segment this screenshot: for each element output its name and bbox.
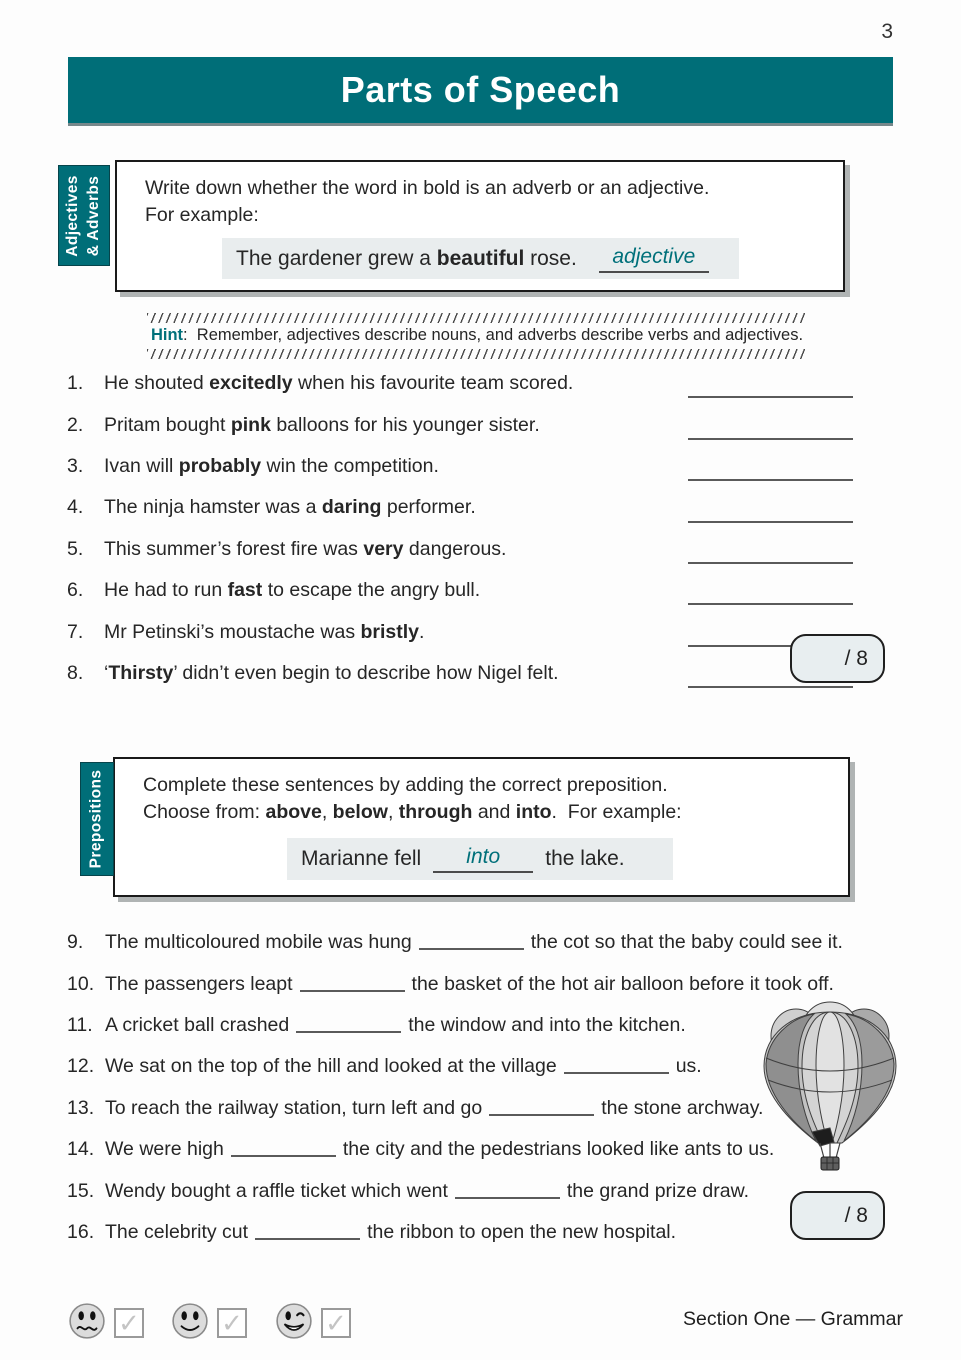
question-row (67, 487, 853, 528)
example-answer: into (433, 845, 533, 873)
adjective-adverb-question-list (67, 363, 853, 694)
example-sentence (222, 238, 739, 279)
question-text: Mr Petinski’s moustache was bristly. (104, 620, 425, 643)
question-row (67, 1212, 867, 1253)
check-icon: ✓ (221, 1307, 243, 1338)
question-text: This summer’s forest fire was very dangerous. (104, 537, 507, 560)
section-tab-label: Prepositions (87, 769, 105, 869)
question-row (67, 570, 853, 611)
score-total: / 8 (844, 1203, 868, 1227)
answer-blank[interactable] (688, 396, 853, 398)
page-number: 3 (881, 20, 893, 43)
question-number: 11. (67, 1013, 93, 1036)
answer-blank[interactable] (255, 1225, 360, 1240)
answer-blank[interactable] (688, 686, 853, 688)
self-assessment-pair (275, 1302, 351, 1340)
unsure-face-icon (68, 1302, 106, 1340)
assessment-checkbox[interactable] (321, 1308, 351, 1338)
example-answer: adjective (599, 245, 709, 273)
question-text: The passengers leapt the basket of the hot air balloon before it took off. (105, 972, 834, 995)
answer-blank[interactable] (296, 1018, 401, 1033)
instruction-line: Complete these sentences by adding the correct preposition. (143, 774, 668, 796)
self-assessment-pair (68, 1302, 144, 1340)
answer-blank[interactable] (300, 977, 405, 992)
instruction-line: Write down whether the word in bold is an adverb or an adjective. (145, 177, 710, 199)
hot-air-balloon-illustration (746, 1000, 914, 1172)
question-number: 15. (67, 1179, 95, 1202)
question-number: 8. (67, 661, 84, 684)
question-number: 16. (67, 1220, 95, 1243)
answer-blank[interactable] (455, 1184, 560, 1199)
instruction-box-prepositions (113, 757, 850, 897)
answer-blank[interactable] (688, 562, 853, 564)
question-text: To reach the railway station, turn left and go the stone archway. (105, 1096, 764, 1119)
question-row (67, 963, 867, 1004)
question-row (67, 1170, 867, 1211)
answer-blank[interactable] (231, 1142, 336, 1157)
question-number: 3. (67, 454, 84, 477)
question-text: Wendy bought a raffle ticket which went the grand prize draw. (105, 1179, 749, 1202)
answer-blank[interactable] (419, 935, 524, 950)
check-icon: ✓ (118, 1307, 140, 1338)
question-row (67, 363, 853, 404)
question-number: 14. (67, 1138, 95, 1161)
answer-blank[interactable] (688, 521, 853, 523)
instruction-line: Choose from: above, below, through and into. For example: (143, 801, 682, 823)
question-row (67, 922, 867, 963)
hint-label: Hint (150, 326, 184, 344)
section-tab-prepositions (80, 762, 114, 876)
hatch-border-top (147, 313, 807, 323)
section-tab-label: Adjectives & Adverbs (64, 174, 102, 257)
question-text: The ninja hamster was a daring performer. (104, 496, 476, 519)
question-number: 10. (67, 972, 95, 995)
question-number: 9. (67, 931, 84, 954)
answer-blank[interactable] (688, 438, 853, 440)
question-number: 5. (67, 537, 84, 560)
example-text: Marianne fell (301, 847, 422, 870)
question-number: 13. (67, 1096, 95, 1119)
example-text: The gardener grew a beautiful rose. (236, 246, 577, 270)
page-title: Parts of Speech (340, 69, 621, 110)
example-text: the lake. (545, 847, 625, 870)
question-row (67, 653, 853, 694)
question-number: 12. (67, 1055, 95, 1078)
example-sentence (287, 838, 673, 880)
instruction-line: For example: (145, 204, 259, 226)
question-row (67, 611, 853, 652)
hatch-border-bottom (147, 349, 807, 359)
answer-blank[interactable] (564, 1059, 669, 1074)
question-text: The celebrity cut the ribbon to open the new hospital. (105, 1220, 677, 1243)
question-text: He had to run fast to escape the angry bull. (104, 579, 481, 602)
smile-face-icon (171, 1302, 209, 1340)
question-text: We were high the city and the pedestrians looked like ants to us. (105, 1138, 775, 1161)
question-text: He shouted excitedly when his favourite team scored. (104, 372, 574, 395)
question-text: ‘Thirsty’ didn’t even begin to describe how Nigel felt. (104, 661, 559, 684)
question-row (67, 529, 853, 570)
question-number: 2. (67, 413, 84, 436)
wink-face-icon (275, 1302, 313, 1340)
question-row (67, 404, 853, 445)
hint-text: Hint : Remember, adjectives describe nouns, and adverbs describe verbs and adjectives. (150, 326, 804, 344)
assessment-checkbox[interactable] (217, 1308, 247, 1338)
question-text: The multicoloured mobile was hung the cot so that the baby could see it. (105, 931, 843, 954)
question-number: 6. (67, 579, 84, 602)
answer-blank[interactable] (688, 479, 853, 481)
score-box-adjectives-adverbs[interactable] (790, 634, 885, 683)
question-number: 1. (67, 372, 84, 395)
assessment-checkbox[interactable] (114, 1308, 144, 1338)
hint-box (143, 313, 811, 359)
question-text: A cricket ball crashed the window and into the kitchen. (105, 1013, 686, 1036)
title-banner (68, 57, 893, 123)
check-icon: ✓ (325, 1307, 347, 1338)
answer-blank[interactable] (489, 1101, 594, 1116)
section-tab-adjectives-adverbs (58, 165, 110, 266)
question-number: 4. (67, 496, 84, 519)
score-total: / 8 (844, 646, 868, 670)
question-text: Pritam bought pink balloons for his younger sister. (104, 413, 540, 436)
question-row (67, 446, 853, 487)
self-assessment-pair (171, 1302, 247, 1340)
question-text: Ivan will probably win the competition. (104, 454, 439, 477)
score-box-prepositions[interactable] (790, 1191, 885, 1240)
question-number: 7. (67, 620, 84, 643)
question-text: We sat on the top of the hill and looked at the village us. (105, 1055, 702, 1078)
instruction-box-adjectives-adverbs (115, 160, 845, 292)
footer-section-label: Section One — Grammar (683, 1308, 903, 1330)
answer-blank[interactable] (688, 603, 853, 605)
